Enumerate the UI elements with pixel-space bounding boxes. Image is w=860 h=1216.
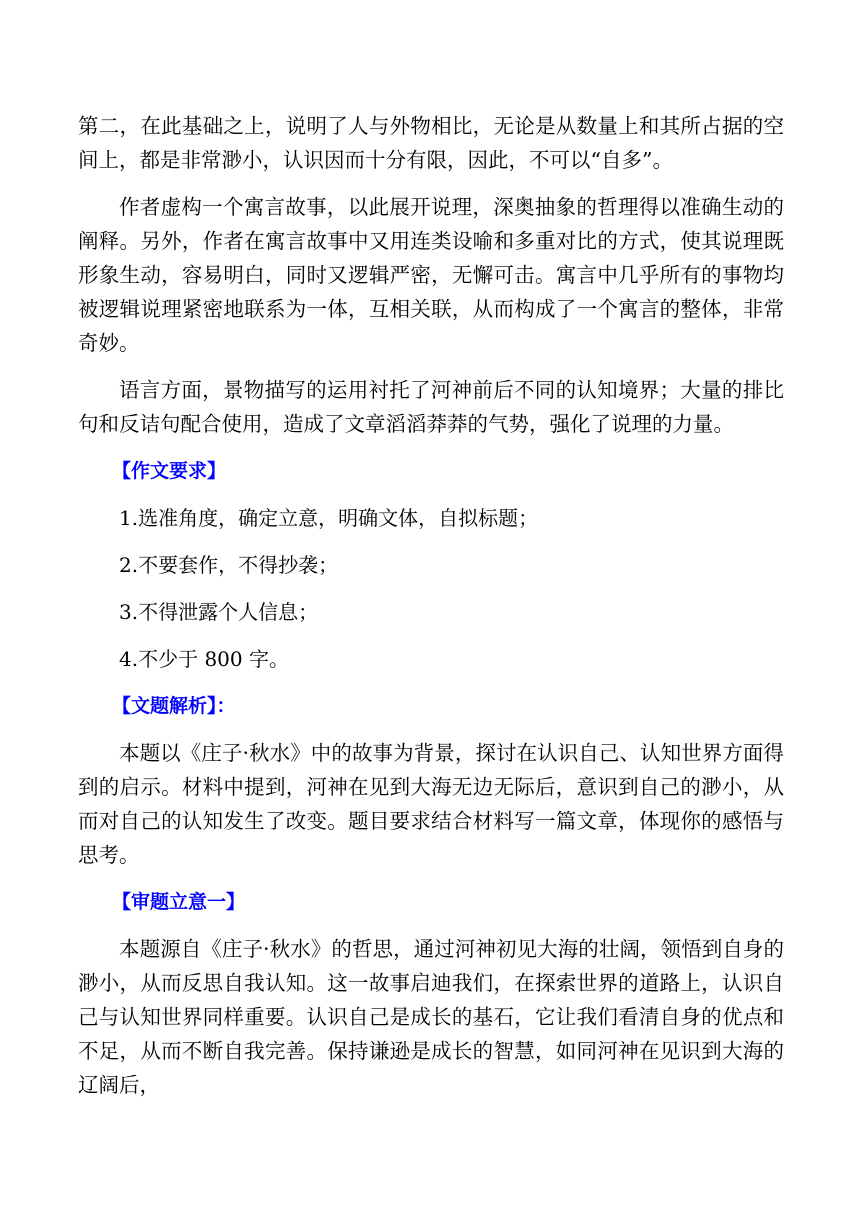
- body-paragraph: 语言方面，景物描写的运用衬托了河神前后不同的认知境界；大量的排比句和反诘句配合使用，造成了文章滔滔莽莽的气势，强化了说理的力量。: [78, 378, 784, 436]
- requirement-item: 2.不要套作，不得抄袭；: [119, 553, 339, 577]
- theme-paragraph: 本题源自《庄子·秋水》的哲思，通过河神初见大海的壮阔，领悟到自身的渺小，从而反思自我认知。这一故事启迪我们，在探索世界的道路上，认识自己与认知世界同样重要。认识自己是成长的基石，它让我们看清自身的优点和不足，从而不断自我完善。保持谦逊是成长的智慧，如同河神在见识到大海的辽阔后，: [78, 937, 784, 1097]
- requirement-item: 4.不少于 800 字。: [119, 647, 289, 671]
- requirement-item: 3.不得泄露个人信息；: [119, 600, 319, 624]
- body-paragraph: 第二，在此基础之上，说明了人与外物相比，无论是从数量上和其所占据的空间上，都是非常渺小，认识因而十分有限，因此，不可以“自多”。: [78, 114, 784, 172]
- body-paragraph: 作者虚构一个寓言故事，以此展开说理，深奥抽象的哲理得以准确生动的阐释。另外，作者在寓言故事中又用连类设喻和多重对比的方式，使其说理既形象生动，容易明白，同时又逻辑严密，无懈可击。寓言中几乎所有的事物均被逻辑说理紧密地联系为一体，互相关联，从而构成了一个寓言的整体，非常奇妙。: [78, 195, 784, 355]
- document-page: [78, 109, 784, 1115]
- section-heading-essay-requirements: 【作文要求】: [112, 460, 227, 482]
- section-heading-theme-one: 【审题立意一】: [112, 891, 246, 913]
- section-heading-topic-analysis: 【文题解析】：: [112, 695, 236, 717]
- requirement-item: 1.选准角度，确定立意，明确文体，自拟标题；: [119, 506, 539, 530]
- analysis-paragraph: 本题以《庄子·秋水》中的故事为背景，探讨在认识自己、认知世界方面得到的启示。材料中提到，河神在见到大海无边无际后，意识到自己的渺小，从而对自己的认知发生了改变。题目要求结合材料写一篇文章，体现你的感悟与思考。: [78, 741, 784, 867]
